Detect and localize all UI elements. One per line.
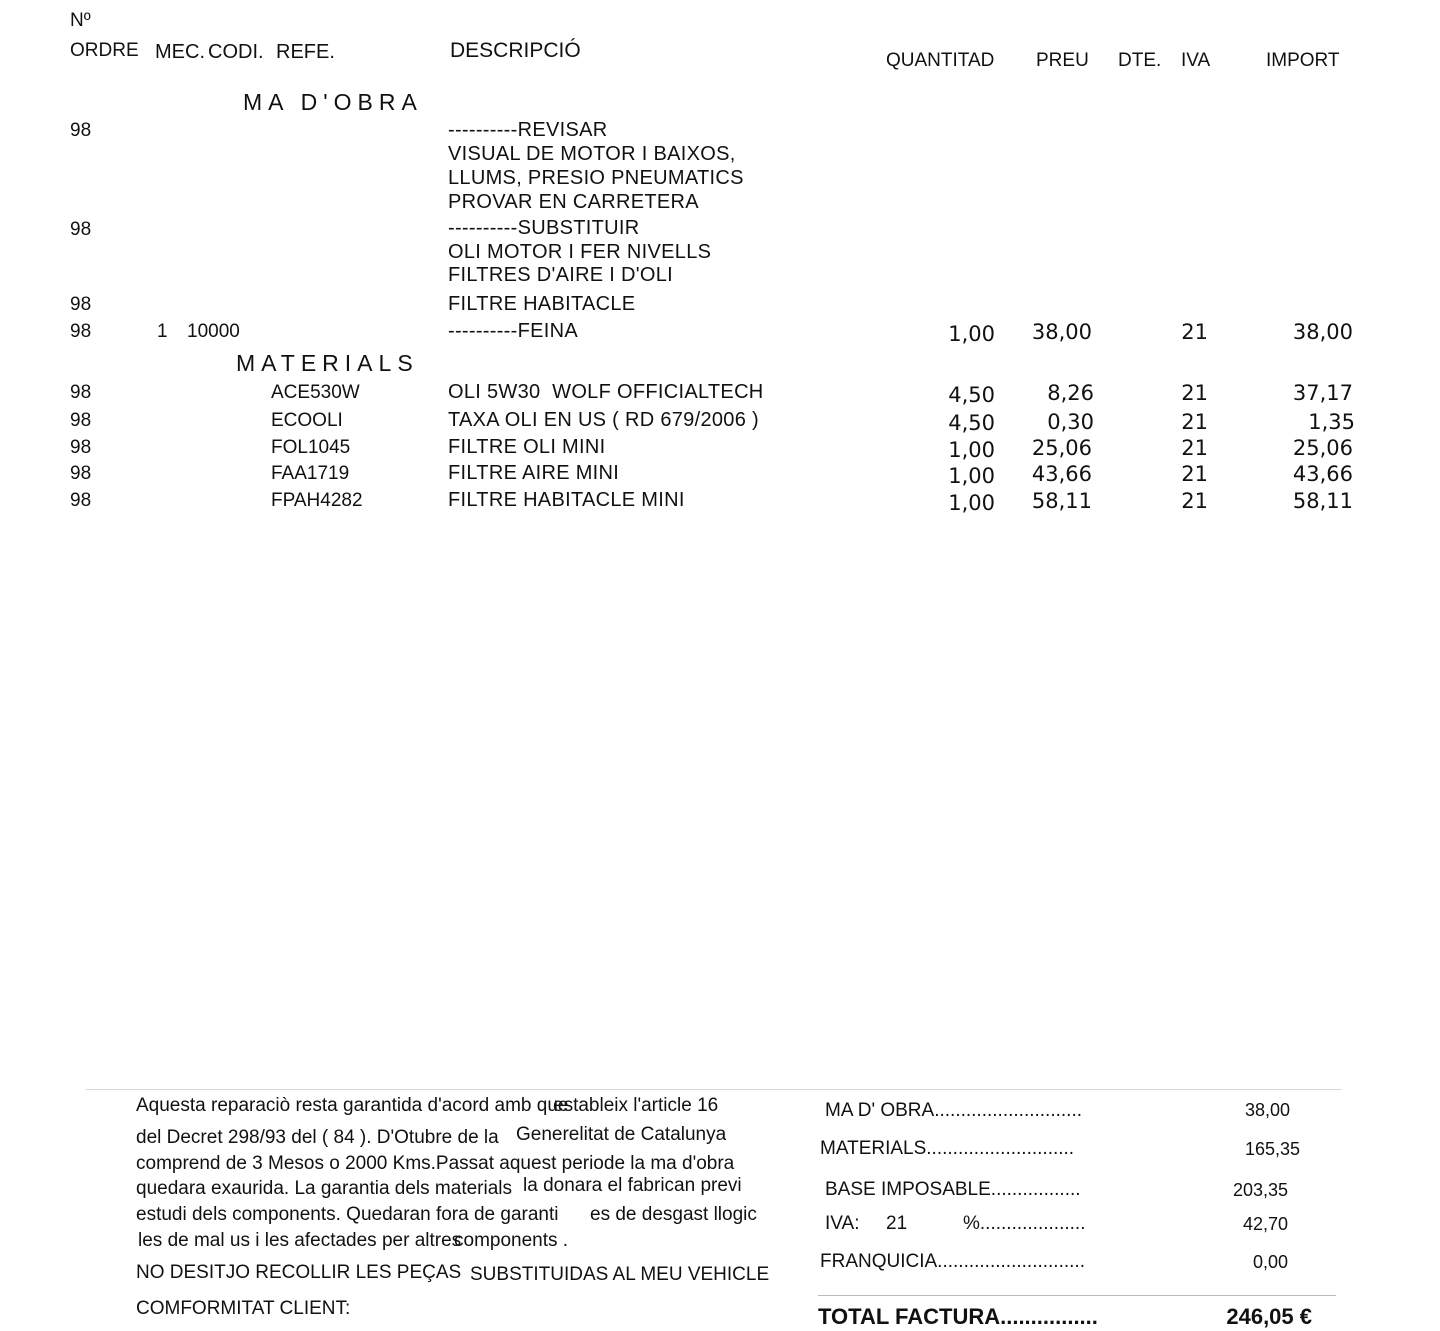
header-dte: DTE. (1118, 50, 1162, 71)
header-mec: MEC. (155, 41, 205, 63)
material-row-ordre: 98 (70, 463, 92, 484)
guarantee-text: del Decret 298/93 del ( 84 ). D'Otubre de la (136, 1127, 499, 1148)
header-descripcio: DESCRIPCIÓ (450, 39, 581, 62)
guarantee-text: la donara el fabrican previ (523, 1175, 742, 1196)
header-preu: PREU (1036, 50, 1089, 71)
material-row-quantitat: 4,50 (948, 411, 995, 435)
labour-row-desc: ----------REVISAR (448, 119, 608, 141)
material-row-quantitat: 1,00 (948, 464, 995, 488)
material-row-quantitat: 4,50 (948, 383, 995, 407)
material-row-desc: OLI 5W30 WOLF OFFICIALTECH (448, 381, 764, 403)
labour-row-desc: OLI MOTOR I FER NIVELLS (448, 241, 712, 263)
labour-row-ordre: 98 (70, 120, 92, 141)
summary-base-value: 203,35 (1232, 1180, 1288, 1200)
material-row-import: 37,17 (1292, 381, 1353, 405)
material-row-ref: FAA1719 (271, 463, 350, 484)
header-import: IMPORT (1266, 50, 1340, 71)
guarantee-text: Generelitat de Catalunya (516, 1124, 727, 1145)
material-row-ref: FOL1045 (271, 437, 351, 458)
material-row-iva: 21 (1181, 489, 1208, 513)
material-row-ref: ACE530W (271, 382, 360, 403)
total-factura-value: 246,05 € (1226, 1304, 1312, 1329)
labour-row-desc: PROVAR EN CARRETERA (448, 191, 699, 213)
material-row-import: 1,35 (1308, 410, 1355, 434)
labour-row-quantitat: 1,00 (948, 322, 995, 346)
header-quantitat: QUANTITAD (886, 50, 995, 71)
labour-row-desc: ----------SUBSTITUIR (448, 217, 640, 239)
summary-materials-label: MATERIALS............................ (820, 1138, 1075, 1159)
section-ma-obra-title: MA D'OBRA (243, 89, 423, 115)
summary-divider (818, 1295, 1336, 1296)
summary-franquicia-label: FRANQUICIA............................ (820, 1251, 1085, 1272)
material-row-iva: 21 (1181, 436, 1208, 460)
section-materials-title: MATERIALS (236, 350, 419, 376)
summary-ma-obra-label: MA D' OBRA............................ (825, 1100, 1083, 1121)
guarantee-text: estudi dels components. Quedaran fora de garanti (136, 1204, 559, 1225)
labour-row-ordre: 98 (70, 219, 92, 240)
labour-row-iva: 21 (1181, 320, 1208, 344)
material-row-ordre: 98 (70, 437, 92, 458)
summary-materials-value: 165,35 (1244, 1139, 1300, 1159)
material-row-import: 25,06 (1292, 436, 1353, 460)
labour-row-ordre: 98 (70, 321, 92, 342)
material-row-quantitat: 1,00 (948, 491, 995, 515)
material-row-preu: 58,11 (1031, 489, 1092, 513)
header-num: Nº (70, 10, 91, 31)
material-row-ordre: 98 (70, 382, 92, 403)
material-row-preu: 0,30 (1047, 410, 1094, 434)
summary-iva-label: IVA: (825, 1213, 860, 1234)
guarantee-text: les de mal us i les afectades per altres (138, 1230, 462, 1251)
header-codi: CODI. (208, 41, 264, 63)
guarantee-text: components . (454, 1230, 569, 1251)
header-refe: REFE. (276, 41, 335, 63)
material-row-preu: 25,06 (1031, 436, 1092, 460)
guarantee-text: estableix l'article 16 (553, 1095, 719, 1116)
guarantee-text: comprend de 3 Mesos o 2000 Kms.Passat aquest periode la ma d'obra (136, 1153, 735, 1174)
summary-ma-obra-value: 38,00 (1244, 1100, 1290, 1120)
material-row-ordre: 98 (70, 410, 92, 431)
labour-row-import: 38,00 (1292, 320, 1353, 344)
labour-row-desc: FILTRES D'AIRE I D'OLI (448, 264, 674, 286)
material-row-desc: TAXA OLI EN US ( RD 679/2006 ) (448, 409, 759, 431)
total-factura-label: TOTAL FACTURA................ (818, 1304, 1098, 1329)
labour-row-ordre: 98 (70, 294, 92, 315)
summary-iva-pct: %.................... (963, 1213, 1086, 1234)
labour-row-desc: ----------FEINA (448, 320, 578, 342)
material-row-quantitat: 1,00 (948, 438, 995, 462)
labour-row-desc: FILTRE HABITACLE (448, 293, 636, 315)
material-row-desc: FILTRE OLI MINI (448, 436, 606, 458)
header-iva: IVA (1181, 50, 1211, 71)
no-collect-parts-notice: NO DESITJO RECOLLIR LES PEÇAS (136, 1262, 462, 1283)
material-row-import: 58,11 (1292, 489, 1353, 513)
material-row-iva: 21 (1181, 410, 1208, 434)
material-row-ordre: 98 (70, 490, 92, 511)
material-row-preu: 8,26 (1047, 381, 1094, 405)
guarantee-text: Aquesta reparaciò resta garantida d'acord amb que (136, 1095, 569, 1116)
labour-row-preu: 38,00 (1031, 320, 1092, 344)
material-row-iva: 21 (1181, 462, 1208, 486)
material-row-import: 43,66 (1292, 462, 1353, 486)
labour-row-codi: 10000 (187, 321, 240, 342)
client-signature-label: COMFORMITAT CLIENT: (136, 1298, 351, 1319)
material-row-iva: 21 (1181, 381, 1208, 405)
summary-franquicia-value: 0,00 (1252, 1252, 1288, 1272)
summary-base-label: BASE IMPOSABLE................. (825, 1179, 1081, 1200)
labour-row-mec: 1 (157, 321, 168, 342)
labour-row-desc: LLUMS, PRESIO PNEUMATICS (448, 167, 744, 189)
material-row-ref: ECOOLI (271, 410, 343, 431)
header-ordre: ORDRE (70, 40, 139, 61)
summary-iva-value: 42,70 (1242, 1214, 1288, 1234)
no-collect-parts-notice: SUBSTITUIDAS AL MEU VEHICLE (470, 1264, 770, 1285)
material-row-desc: FILTRE HABITACLE MINI (448, 489, 685, 511)
guarantee-text: quedara exaurida. La garantia dels materials (136, 1178, 513, 1199)
summary-iva-rate: 21 (886, 1213, 908, 1234)
footer-divider (86, 1089, 1342, 1090)
guarantee-text: es de desgast llogic (590, 1204, 757, 1225)
labour-row-desc: VISUAL DE MOTOR I BAIXOS, (448, 143, 736, 165)
material-row-desc: FILTRE AIRE MINI (448, 462, 620, 484)
material-row-preu: 43,66 (1031, 462, 1092, 486)
material-row-ref: FPAH4282 (271, 490, 363, 511)
